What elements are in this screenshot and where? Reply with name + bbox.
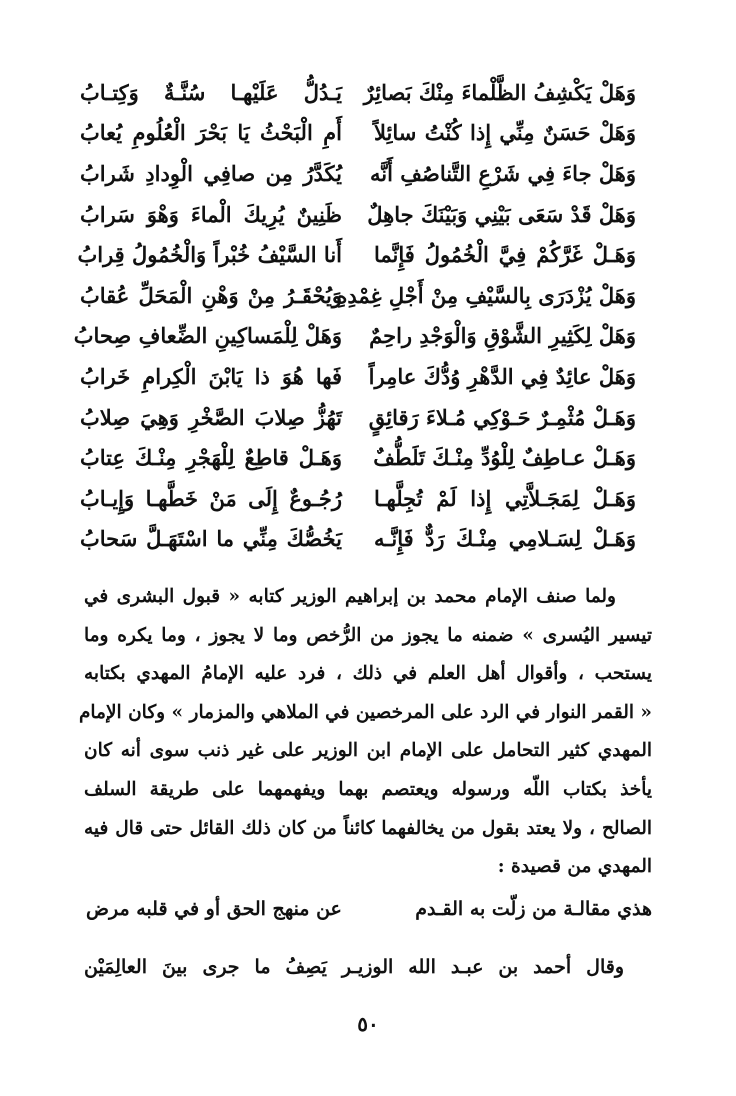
verse-right-hemistich: وَهَلْ حَسَنٌ مِنِّي إِذا كُنْتُ سائِلاً — [374, 120, 636, 146]
verse-left-hemistich: أَمِ الْبَحْثُ يَا بَحْرَ الْعُلُومِ يُعابُ — [80, 120, 342, 146]
verse — [80, 194, 636, 235]
verse-right-hemistich: وَهَلْ يَكْشِفُ الظَّلْماءَ مِنْكَ بَصائِرٌ — [363, 79, 636, 105]
verse-right-hemistich: وَهَلْ جاءَ فِي شَرْعِ التَّناصُفِ أَنَّه — [370, 160, 636, 186]
verse — [80, 437, 636, 478]
prose-line: يستحب ، وأقوال أهل العلم في ذلك ، فرد عليه الإمامُ المهدي بكتابه — [84, 663, 652, 685]
prose-line: المهدي كثير التحامل على الإمام ابن الوزير على غير ذنب سوى أنه كان — [84, 740, 652, 762]
prose-paragraph — [78, 578, 653, 887]
verse-left-hemistich: أَنا السَّيْفُ خُبْراً وَالْخُمُولُ قِرابُ — [77, 242, 342, 268]
verse-right-hemistich: وَهَـلْ مُثْمِـرٌ حَـوْكِي مُـلاءَ رَقائِقٍ — [368, 404, 636, 430]
prose-line: الصالح ، ولا يعتد بقول من يخالفهما كائناً من كان ذلك القائل حتى قال فيه — [84, 817, 652, 839]
page-number: ٥٠ — [357, 1012, 379, 1036]
prose-line: ولما صنف الإمام محمد بن إبراهيم الوزير كتابه « قبول البشرى في — [84, 586, 616, 607]
verse-right-hemistich: وَهَـلْ عـاطِفٌ لِلْوُدِّ مِنْـكَ تَلَطُّفٌ — [373, 445, 636, 471]
verse — [80, 519, 636, 560]
verse — [80, 153, 636, 194]
poem — [73, 72, 636, 559]
verse-right-hemistich: وَهَـلْ لِسَـلامِي مِنْـكَ رَدٌّ فَإِنَّـه — [374, 526, 636, 552]
verse-right-hemistich: وَهَـلْ غَرَّكُمْ فِيَّ الْخُمُولُ فَإِنَّما — [374, 242, 636, 268]
verse-left-hemistich: وَهَلْ لِلْمَساكِينِ الضِّعافِ صِحابُ — [73, 323, 342, 349]
verse-right-hemistich: وَهَلْ يُزْدَرَى بِالسَّيْفِ مِنْ أَجْلِ غِمْدِهِ — [336, 282, 636, 308]
verse-left-hemistich: وَيُحْقَـرُ مِنْ وَهْنِ الْمَحَلِّ عُقابُ — [80, 282, 342, 308]
verse-left-hemistich: تَهُزُّ صِلابَ الصَّخْرِ وَهِيَ صِلابُ — [80, 404, 342, 430]
quoted-verse-right-hemistich: هذي مقالـة من زلّت به القـدم — [415, 898, 652, 920]
verse — [80, 397, 636, 438]
verse-right-hemistich: وَهَلْ لِكَثِيرِ الشَّوْقِ وَالْوَجْدِ راحِمٌ — [369, 323, 636, 349]
verse — [77, 234, 636, 275]
quoted-verse — [86, 898, 652, 920]
verse — [80, 356, 636, 397]
verse-left-hemistich: وَهَـلْ قاطِعٌ لِلْهَجْرِ مِنْـكَ عِتابُ — [80, 445, 342, 471]
verse — [80, 478, 636, 519]
verse-left-hemistich: يَخُصُّكَ مِنِّي ما اسْتَهَـلَّ سَحابُ — [80, 526, 342, 552]
verse — [80, 113, 636, 154]
prose-line: يأخذ بكتاب اللّه ورسوله ويعتصم بهما ويفهمهما على طريقة السلف — [84, 778, 653, 800]
verse — [80, 72, 636, 113]
verse-right-hemistich: وَهَلْ عائِدٌ فِي الدَّهْرِ وُدُّكَ عامِراً — [368, 363, 636, 389]
prose-line: تيسير اليُسرى » ضمنه ما يجوز من الرُّخص وما لا يجوز ، وما يكره وما — [84, 624, 652, 646]
verse-right-hemistich: وَهَلْ قَدْ سَعَى بَيْنِي وَبَيْنَكَ جاهِلٌ — [367, 201, 636, 227]
verse-left-hemistich: ظَنِينٌ يُرِيكَ الْماءَ وَهْوَ سَرابُ — [80, 201, 342, 227]
verse — [73, 316, 636, 357]
prose-line: المهدي من قصيدة : — [497, 856, 652, 878]
verse-right-hemistich: وَهَـلْ لِمَجَـلاَّتِي إِذا لَمْ تُجِلَّهـا — [374, 485, 636, 511]
verse-left-hemistich: يَـدُلُّ عَلَيْهـا سُنَّـةٌ وَكِتـابُ — [80, 79, 342, 105]
verse-left-hemistich: فَها هُوَ ذا يَابْنَ الْكِرامِ خَرابُ — [80, 363, 342, 389]
verse — [80, 275, 636, 316]
verse-left-hemistich: يُكَدَّرُ مِن صافِي الْوِدادِ شَرابُ — [80, 160, 342, 186]
closing-line: وقال أحمد بن عبـد الله الوزيـر يَصِفُ ما جرى بينَ العالِمَيْن — [84, 956, 624, 978]
prose-line: « القمر النوار في الرد على المرخصين في الملاهي والمزمار » وكان الإمام — [78, 701, 652, 723]
quoted-verse-left-hemistich: عن منهج الحق أو في قلبه مرض — [86, 898, 342, 920]
verse-left-hemistich: رُجُـوعٌ إِلَى مَنْ خَطَّهـا وَإِيـابُ — [80, 485, 342, 511]
